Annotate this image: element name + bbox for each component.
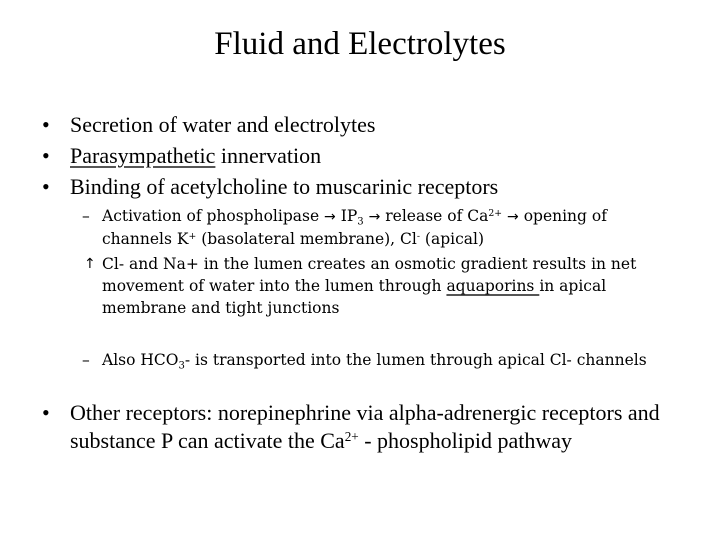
text-part: in apical membrane and tight junctions [102,277,607,317]
subscript: 3 [178,360,185,372]
sub-item-hco3 [82,349,682,395]
bullet-item-secretion [42,111,682,139]
bullet-marker: • [42,400,50,425]
superscript: 2+ [488,207,503,219]
text-part: Also HCO [102,351,179,369]
superscript: - [416,230,420,242]
up-arrow-icon: ↑ [84,256,96,272]
text-part: Activation of phospholipase [102,207,325,225]
right-arrow-icon: → [507,209,519,225]
sub-item-activation [82,205,682,251]
text-part: (apical) [420,230,485,248]
bullet-text: Secretion of water and electrolytes [70,112,376,137]
bullet-text-rest: innervation [215,143,322,168]
bullet-marker: • [42,174,50,199]
subscript: 3 [357,216,364,228]
sub-item-text [102,205,662,250]
bullet-text [70,399,670,455]
superscript: 2+ [344,428,359,444]
text-part: IP [335,207,358,225]
text-part: opening of channels K [102,207,607,248]
note-text [102,253,662,319]
bullet-marker: • [42,112,50,137]
bullet-item-other-receptors [42,399,682,483]
dash-marker: – [82,351,90,369]
bullet-text: Binding of acetylcholine to muscarinic receptors [70,174,499,199]
right-arrow-icon: → [368,209,381,225]
text-part: Other receptors: norepinephrine via alpha-adrenergic receptors and substance P can activate the Ca [70,400,660,453]
text-part: - is transported into the lumen through apical Cl- channels [184,351,647,369]
bullet-text [70,142,321,170]
dash-marker: – [82,207,90,225]
bullet-item-parasympathetic [42,142,682,170]
right-arrow-icon: → [324,209,336,225]
bullet-item-acetylcholine [42,173,682,201]
bullet-marker: • [42,143,50,168]
underlined-term: Parasympathetic [70,143,216,168]
sub-item-text [102,349,662,371]
text-part: - phospholipid pathway [358,428,572,453]
text-part: (basolateral membrane), Cl [196,230,417,248]
underlined-term: aquaporins [446,277,540,295]
superscript: + [188,230,197,242]
osmotic-gradient-note [84,253,684,319]
text-part: release of Ca [380,207,489,225]
text-part: Cl- and Na+ in the lumen creates an osmotic gradient results in net movement of water into the lumen through [102,255,637,295]
slide-title: Fluid and Electrolytes [214,26,506,62]
